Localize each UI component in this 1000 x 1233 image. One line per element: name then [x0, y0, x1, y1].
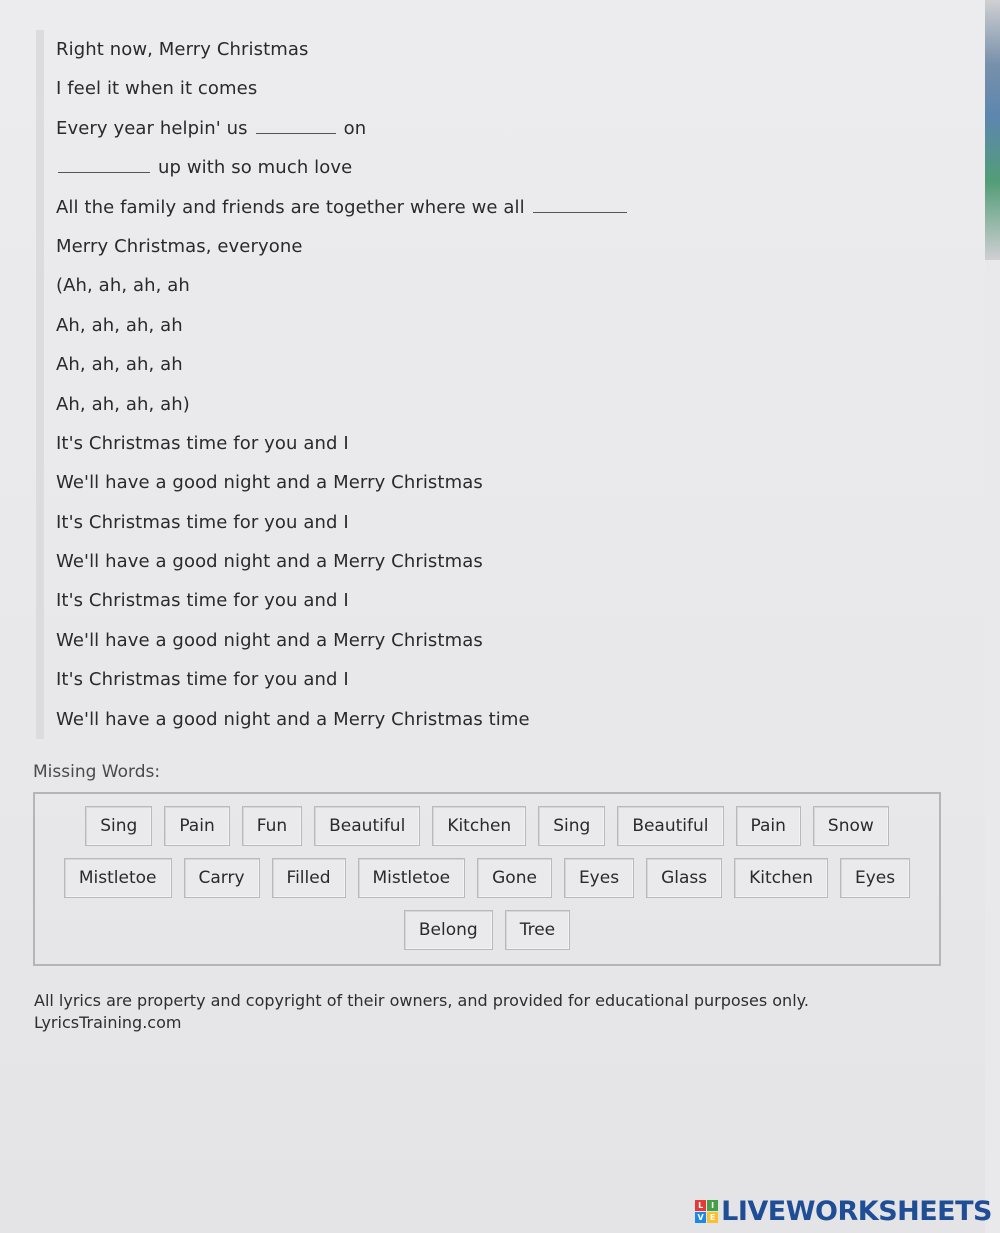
word-chip[interactable]: Eyes [564, 858, 634, 898]
word-chip[interactable]: Fun [242, 806, 302, 846]
lyric-line: Ah, ah, ah, ah) [56, 393, 190, 415]
word-chip[interactable]: Filled [272, 858, 346, 898]
lyric-line-with-gap [56, 188, 576, 227]
word-chip[interactable]: Gone [477, 858, 552, 898]
logo-letter: V [695, 1212, 706, 1223]
logo-letter: L [695, 1200, 706, 1211]
lyric-line: We'll have a good night and a Merry Christmas time [56, 708, 530, 730]
lyric-line: It's Christmas time for you and I [56, 590, 349, 612]
source-credit: LyricsTraining.com [34, 1013, 182, 1032]
word-chip[interactable]: Snow [813, 806, 889, 846]
word-chip[interactable]: Kitchen [734, 858, 828, 898]
word-chip[interactable]: Tree [505, 910, 570, 950]
word-chip[interactable]: Mistletoe [64, 858, 172, 898]
word-chip[interactable]: Pain [164, 806, 229, 846]
logo-letter: E [707, 1212, 718, 1223]
word-row [35, 910, 939, 950]
lyric-line: It's Christmas time for you and I [56, 511, 349, 533]
lyric-line-with-gap [56, 109, 576, 148]
word-chip[interactable]: Sing [538, 806, 605, 846]
missing-words-title: Missing Words: [33, 762, 161, 782]
answer-blank[interactable] [58, 154, 150, 173]
lyric-text: on [343, 117, 367, 139]
lyric-line: We'll have a good night and a Merry Christmas [56, 629, 483, 651]
liveworksheets-brand [695, 1196, 992, 1227]
lyric-line: I feel it when it comes [56, 78, 258, 100]
lyric-line-with-gap [56, 148, 576, 187]
word-chip[interactable]: Glass [646, 858, 722, 898]
word-row [35, 806, 939, 846]
logo-letter: I [707, 1200, 718, 1211]
lyric-text: Every year helpin' us [56, 117, 248, 139]
lyrics-block [36, 30, 576, 739]
lyric-line: Right now, Merry Christmas [56, 39, 309, 60]
lyric-line: Merry Christmas, everyone [56, 235, 303, 257]
word-chip[interactable]: Sing [85, 806, 152, 846]
lyric-line: It's Christmas time for you and I [56, 432, 349, 454]
liveworksheets-logo-icon [695, 1200, 718, 1223]
lyric-line: Ah, ah, ah, ah [56, 354, 183, 376]
lyric-text: All the family and friends are together where we all [56, 196, 525, 218]
word-chip[interactable]: Carry [184, 858, 260, 898]
page-edge-shadow [985, 0, 1000, 260]
lyric-line: It's Christmas time for you and I [56, 669, 349, 691]
lyric-line: We'll have a good night and a Merry Christmas [56, 472, 483, 494]
word-chip[interactable]: Mistletoe [358, 858, 466, 898]
lyric-line: We'll have a good night and a Merry Christmas [56, 551, 483, 573]
lyric-line: (Ah, ah, ah, ah [56, 275, 190, 297]
lyric-line: Ah, ah, ah, ah [56, 314, 183, 336]
word-chip[interactable]: Pain [736, 806, 801, 846]
word-chip[interactable]: Beautiful [314, 806, 420, 846]
brand-name: LIVEWORKSHEETS [721, 1196, 992, 1227]
answer-blank[interactable] [533, 194, 627, 213]
lyric-text: up with so much love [158, 157, 353, 179]
missing-words-box [33, 792, 941, 966]
word-row [35, 858, 939, 898]
word-chip[interactable]: Beautiful [617, 806, 723, 846]
word-chip[interactable]: Eyes [840, 858, 910, 898]
footer-note [34, 990, 809, 1034]
word-chip[interactable]: Belong [404, 910, 493, 950]
word-chip[interactable]: Kitchen [432, 806, 526, 846]
copyright-notice: All lyrics are property and copyright of their owners, and provided for educational purposes only. [34, 991, 809, 1010]
answer-blank[interactable] [256, 115, 336, 134]
